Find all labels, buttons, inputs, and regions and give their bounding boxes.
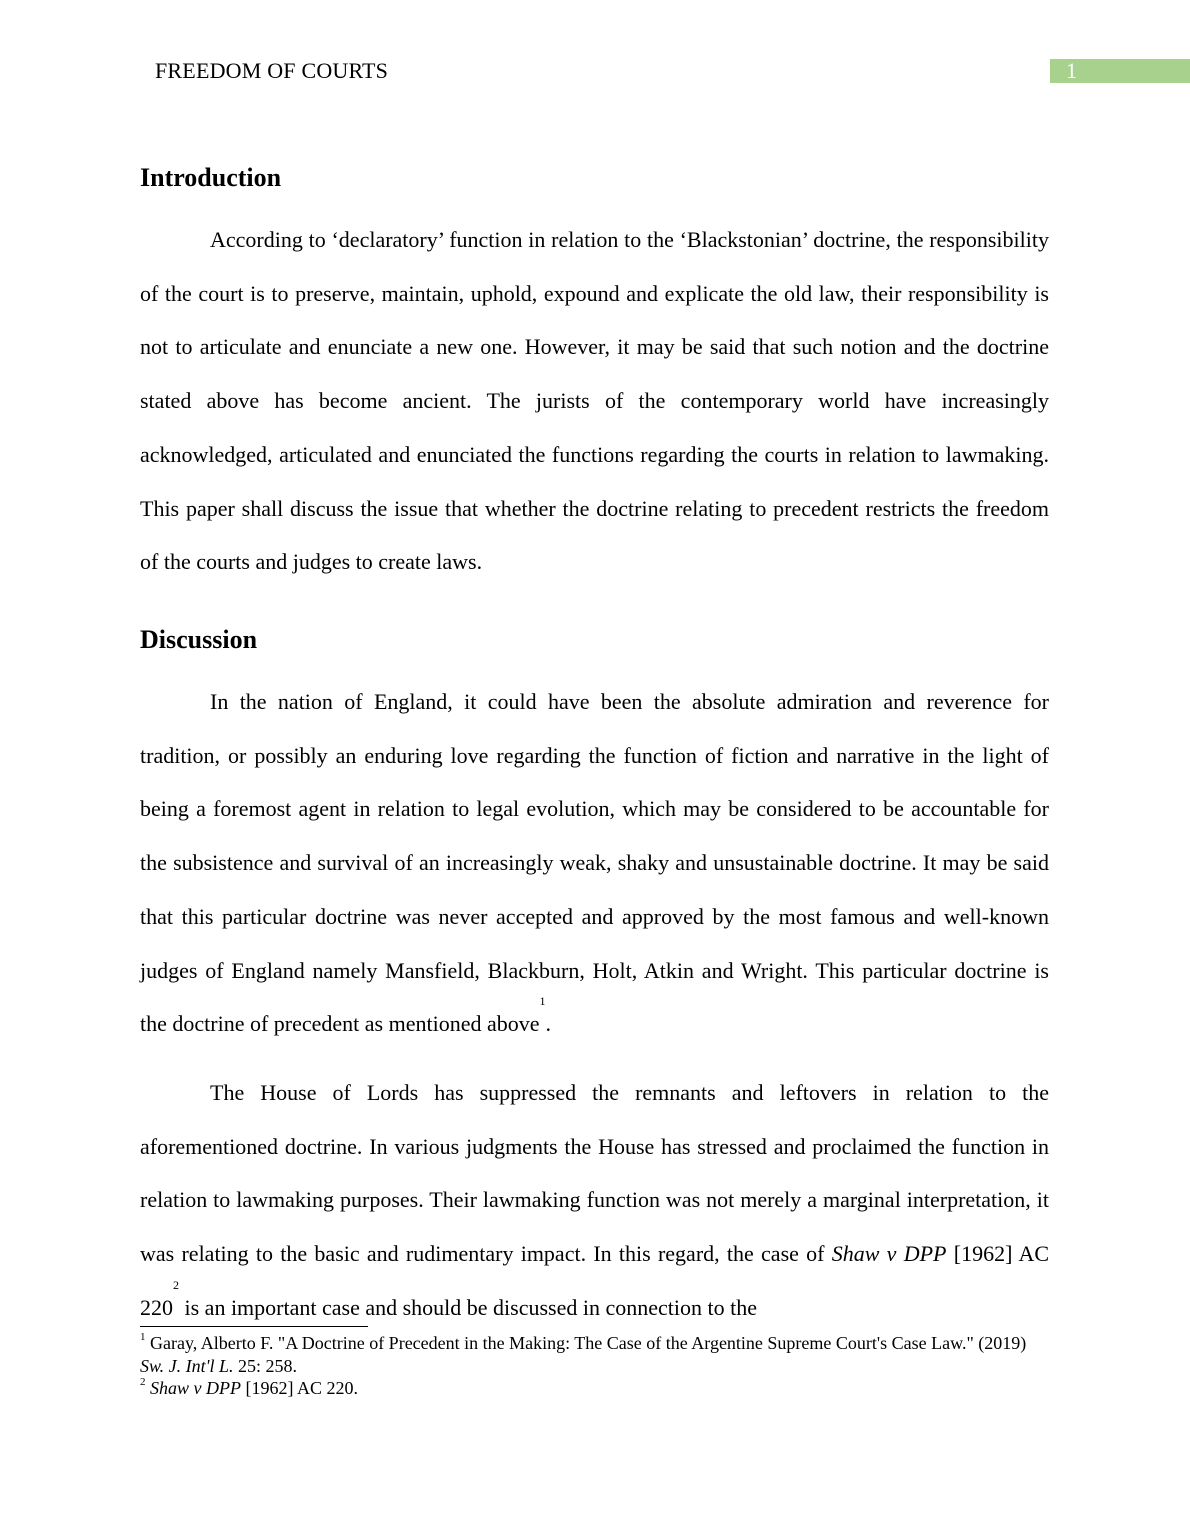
footnote-2-rest: [1962] AC 220. [240, 1378, 358, 1398]
footnote-separator [140, 1326, 368, 1327]
footnote-2 [140, 1377, 1050, 1400]
footnote-1-number: 1 [140, 1331, 146, 1343]
page-number: 1 [1050, 59, 1190, 83]
discussion-paragraph-1-end: . [545, 1011, 552, 1037]
footnote-1-journal: Sw. J. Int'l L. [140, 1355, 234, 1376]
discussion-paragraph-2-text: The House of Lords has suppressed the remnants and leftovers in relation to the aforementioned doctrine. In various judgments the House has stressed and proclaimed the function in relation to lawmaking purposes. Their lawmaking function was not merely a marginal interpretation, it was relating to the basic and rudimentary impact. In this regard, the case of [140, 1080, 1049, 1267]
running-header-title: FREEDOM OF COURTS [155, 58, 389, 83]
footnote-1 [140, 1332, 1050, 1377]
case-citation: [1962] AC 220 [140, 1241, 1050, 1320]
discussion-paragraph-1-text: In the nation of England, it could have been the absolute admiration and reverence for tradition, or possibly an enduring love regarding the function of fiction and narrative in the light of being a foremost agent in relation to legal evolution, which may be considered to be accountable for the subsistence and survival of an increasingly weak, shaky and unsustainable doctrine. It may be said that this particular doctrine was never accepted and approved by the most famous and well-known judges of England namely Mansfield, Blackburn, Holt, Atkin and Wright. This particular doctrine is the doctrine of precedent as mentioned above [140, 689, 1049, 1037]
footnote-ref-2[interactable]: 2 [173, 1277, 179, 1292]
footnote-1-text: Garay, Alberto F. "A Doctrine of Precedent in the Making: The Case of the Argentine Supreme Court's Case Law." (2019) [145, 1333, 1027, 1353]
discussion-paragraph-2-end: is an important case and should be discussed in connection to the [179, 1294, 757, 1320]
footnote-2-number: 2 [140, 1376, 146, 1388]
discussion-paragraph-2 [140, 1066, 1049, 1335]
introduction-heading: Introduction [140, 163, 282, 192]
footnote-ref-1[interactable]: 1 [539, 994, 546, 1009]
introduction-paragraph: According to ‘declaratory’ function in relation to the ‘Blackstonian’ doctrine, the responsibility of the court is to preserve, maintain, uphold, expound and explicate the old law, their responsibility is not to articulate and enunciate a new one. However, it may be said that such notion and the doctrine stated above has become ancient. The jurists of the contemporary world have increasingly acknowledged, articulated and enunciated the functions regarding the courts in relation to lawmaking. This paper shall discuss the issue that whether the doctrine relating to precedent restricts the freedom of the courts and judges to create laws. [140, 227, 1049, 575]
case-name-shaw-v-dpp: Shaw v DPP [831, 1241, 947, 1267]
footnotes-section [140, 1332, 1050, 1400]
footnote-2-case: Shaw v DPP [150, 1378, 241, 1398]
discussion-heading: Discussion [140, 625, 258, 654]
discussion-paragraph-1 [140, 675, 1049, 1051]
footnote-1-rest: 25: 258. [233, 1355, 298, 1376]
